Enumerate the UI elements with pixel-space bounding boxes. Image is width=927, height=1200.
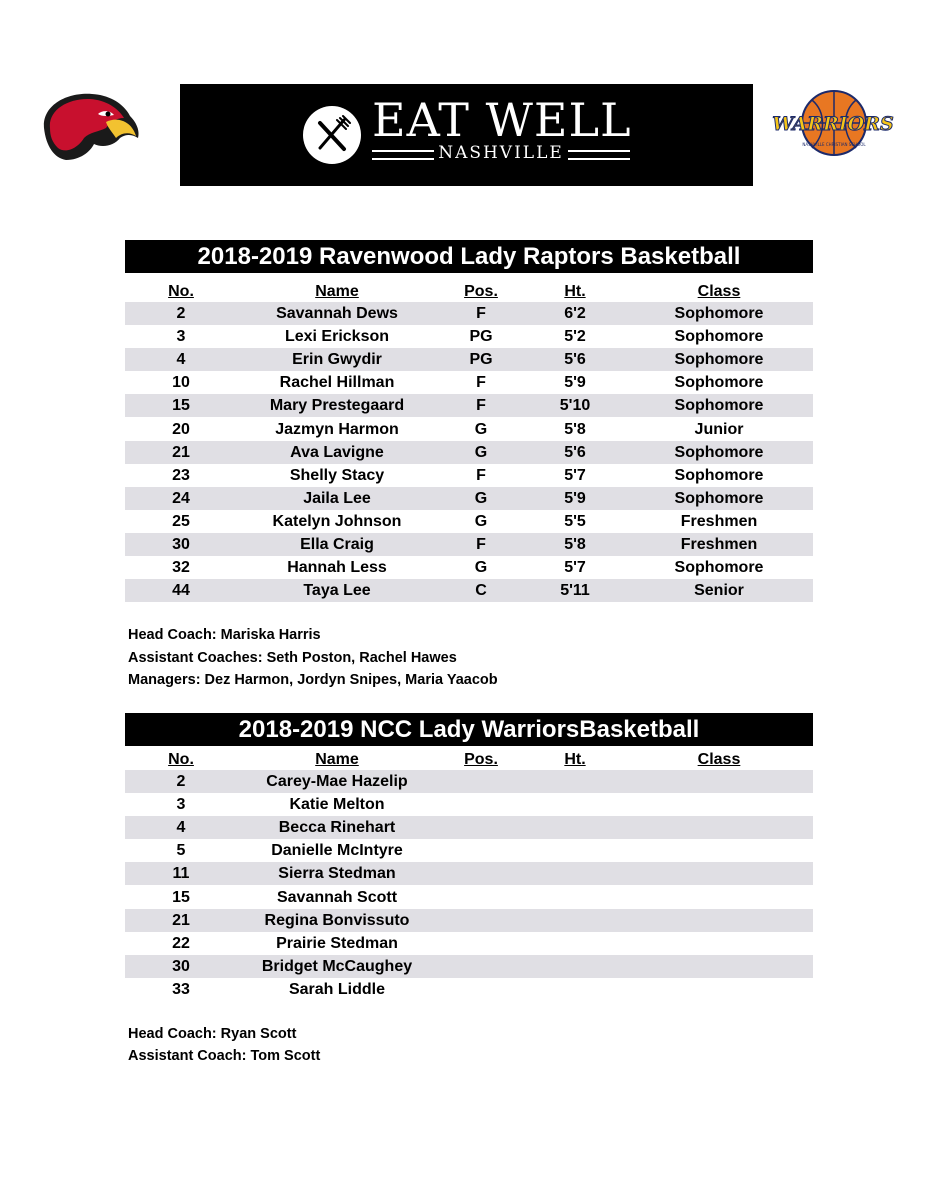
column-header-ht: Ht.	[564, 751, 586, 768]
table-row	[125, 302, 813, 325]
player-name: Katelyn Johnson	[272, 512, 402, 530]
player-class: Freshmen	[680, 536, 758, 553]
column-header-pos: Pos.	[464, 283, 498, 300]
raptor-head-icon	[36, 88, 142, 164]
player-pos: PG	[469, 328, 493, 346]
player-ht: 5'8	[564, 536, 586, 553]
table-row	[125, 464, 813, 487]
player-name: Ava Lavigne	[290, 443, 384, 461]
player-ht: 5'7	[564, 466, 586, 484]
player-no: 11	[172, 865, 190, 883]
ncc-table-title: 2018-2019 NCC Lady WarriorsBasketball	[125, 713, 813, 746]
player-no: 25	[172, 512, 190, 530]
player-ht: 5'5	[564, 512, 586, 530]
table-row	[125, 839, 813, 862]
player-name: Becca Rinehart	[278, 819, 396, 837]
sponsor-subtitle: NASHVILLE	[438, 143, 564, 163]
player-no: 3	[176, 796, 186, 814]
player-no: 15	[172, 888, 190, 906]
player-pos: G	[474, 559, 488, 577]
player-no: 3	[176, 328, 186, 346]
player-class: Sophomore	[674, 443, 764, 461]
table-row	[125, 862, 813, 885]
table-row	[125, 394, 813, 417]
player-name: Regina Bonvissuto	[264, 911, 410, 929]
divider	[568, 150, 630, 160]
player-pos: F	[476, 466, 486, 484]
table-row	[125, 533, 813, 556]
player-pos: F	[476, 397, 486, 415]
table-row	[125, 978, 813, 1001]
player-name: Savannah Dews	[276, 305, 398, 322]
divider	[372, 150, 434, 160]
table-row	[125, 793, 813, 816]
table-row	[125, 371, 813, 394]
player-name: Hannah Less	[287, 559, 387, 577]
player-class: Sophomore	[674, 559, 764, 577]
player-pos: G	[474, 420, 488, 438]
player-no: 2	[176, 773, 186, 790]
player-name: Prairie Stedman	[276, 934, 398, 952]
column-header-ht: Ht.	[564, 283, 586, 300]
ravenwood-head-coach: Head Coach: Mariska Harris	[128, 627, 321, 643]
ncc-assistant-coach: Assistant Coach: Tom Scott	[128, 1048, 321, 1064]
player-no: 23	[172, 466, 190, 484]
player-pos: F	[476, 305, 486, 322]
table-row	[125, 932, 813, 955]
player-name: Shelly Stacy	[289, 466, 385, 484]
player-pos: G	[474, 443, 488, 461]
column-header-pos: Pos.	[464, 751, 498, 768]
player-name: Taya Lee	[303, 582, 371, 600]
player-no: 2	[176, 305, 186, 322]
column-header-name: Name	[315, 751, 359, 768]
player-ht: 5'11	[560, 582, 590, 600]
player-class: Sophomore	[674, 397, 764, 415]
player-no: 4	[176, 351, 186, 369]
player-class: Sophomore	[674, 466, 764, 484]
player-name: Sierra Stedman	[278, 865, 396, 883]
player-name: Bridget McCaughey	[261, 957, 413, 975]
column-header-class: Class	[697, 751, 741, 768]
player-no: 15	[172, 397, 190, 415]
player-name: Erin Gwydir	[292, 351, 382, 369]
player-no: 10	[172, 374, 190, 392]
warriors-logo	[772, 90, 894, 160]
table-row	[125, 955, 813, 978]
sponsor-title: EAT WELL	[372, 93, 632, 147]
player-ht: 5'9	[564, 489, 586, 507]
sponsor-banner	[180, 84, 753, 186]
fork-knife-icon	[302, 105, 362, 165]
table-row	[125, 441, 813, 464]
player-name: Carey-Mae Hazelip	[266, 773, 408, 790]
ravenwood-assistant-coaches: Assistant Coaches: Seth Poston, Rachel Hawes	[128, 650, 457, 666]
table-row	[125, 418, 813, 441]
player-name: Sarah Liddle	[288, 980, 386, 998]
player-no: 30	[172, 957, 190, 975]
player-no: 33	[172, 980, 190, 998]
player-name: Mary Prestegaard	[269, 397, 405, 415]
player-no: 4	[176, 819, 186, 837]
table-row	[125, 816, 813, 839]
player-pos: C	[475, 582, 487, 600]
player-ht: 5'8	[564, 420, 586, 438]
player-no: 21	[172, 443, 190, 461]
column-header-no: No.	[168, 751, 194, 768]
player-no: 32	[172, 559, 190, 577]
table-row	[125, 909, 813, 932]
ravenwood-header-row	[125, 280, 813, 303]
player-no: 30	[172, 536, 190, 553]
player-ht: 5'9	[564, 374, 586, 392]
column-header-no: No.	[168, 283, 194, 300]
table-row	[125, 487, 813, 510]
player-class: Sophomore	[674, 305, 764, 322]
ravenwood-table-title: 2018-2019 Ravenwood Lady Raptors Basketball	[125, 240, 813, 273]
player-pos: G	[474, 512, 488, 530]
player-no: 20	[172, 420, 190, 438]
player-class: Senior	[694, 582, 744, 600]
column-header-class: Class	[697, 283, 741, 300]
table-row	[125, 556, 813, 579]
player-class: Sophomore	[674, 328, 764, 346]
player-name: Danielle McIntyre	[271, 842, 403, 860]
player-no: 22	[172, 934, 190, 952]
player-name: Ella Craig	[300, 536, 374, 553]
player-pos: F	[476, 536, 486, 553]
player-pos: F	[476, 374, 486, 392]
ravenwood-managers: Managers: Dez Harmon, Jordyn Snipes, Maria Yaacob	[128, 672, 498, 688]
player-no: 24	[172, 489, 190, 507]
player-name: Katie Melton	[289, 796, 385, 814]
player-name: Lexi Erickson	[284, 328, 390, 346]
player-no: 21	[172, 911, 190, 929]
player-pos: PG	[469, 351, 493, 369]
player-class: Sophomore	[674, 489, 764, 507]
table-row	[125, 510, 813, 533]
table-row	[125, 348, 813, 371]
player-class: Sophomore	[674, 351, 764, 369]
player-no: 44	[172, 582, 190, 600]
ncc-head-coach: Head Coach: Ryan Scott	[128, 1026, 297, 1042]
player-name: Jaila Lee	[303, 489, 371, 507]
column-header-name: Name	[315, 283, 359, 300]
warriors-logo-text: WARRIORS	[772, 113, 894, 135]
player-class: Junior	[694, 420, 744, 438]
sponsor-subtitle-block	[372, 143, 630, 163]
table-row	[125, 325, 813, 348]
player-ht: 6'2	[564, 305, 586, 322]
player-name: Rachel Hillman	[279, 374, 395, 392]
player-name: Jazmyn Harmon	[275, 420, 399, 438]
player-ht: 5'6	[564, 351, 586, 369]
player-pos: G	[474, 489, 488, 507]
player-ht: 5'2	[564, 328, 586, 346]
player-ht: 5'6	[564, 443, 586, 461]
player-no: 5	[176, 842, 186, 860]
table-row	[125, 770, 813, 793]
player-ht: 5'10	[559, 397, 591, 415]
player-class: Freshmen	[680, 512, 758, 530]
player-class: Sophomore	[674, 374, 764, 392]
warriors-logo-subtext: NASHVILLE CHRISTIAN SCHOOL	[802, 142, 866, 147]
ncc-header-row	[125, 748, 813, 771]
table-row	[125, 579, 813, 602]
player-ht: 5'7	[564, 559, 586, 577]
table-row	[125, 886, 813, 909]
player-name: Savannah Scott	[276, 888, 398, 906]
